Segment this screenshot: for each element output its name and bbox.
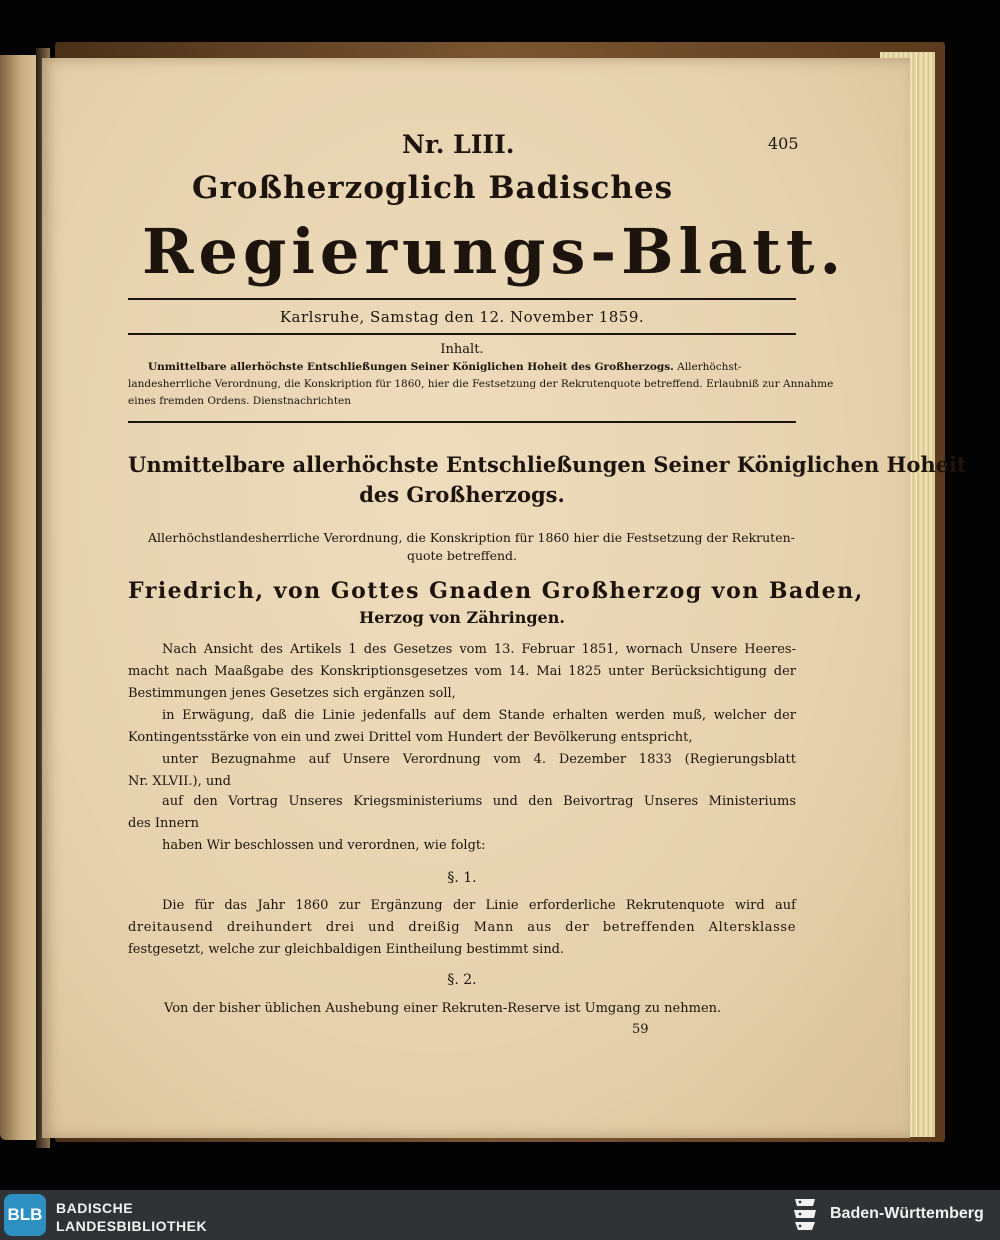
paragraph-2-mark: §. 2. bbox=[447, 972, 477, 988]
paragraph-1-mark: §. 1. bbox=[447, 870, 477, 886]
section-heading-line-2: des Großherzogs. bbox=[359, 482, 565, 507]
ruler-line-1: Friedrich, von Gottes Gnaden Großherzog von Baden, bbox=[128, 578, 864, 604]
page-number: 405 bbox=[768, 134, 799, 153]
body-line-5: Kontingentsstärke von ein und zwei Drittel vom Hundert der Bevölkerung entspricht, bbox=[128, 730, 693, 745]
contents-line-1-rest: Allerhöchst- bbox=[677, 361, 742, 373]
contents-line-3: eines fremden Ordens. Dienstnachrichten bbox=[128, 395, 352, 407]
paragraph-1-line-2: dreitausend dreihundert drei und dreißig Mann aus der betreffenden Altersklasse bbox=[128, 920, 796, 935]
title-line-2: Regierungs-Blatt. bbox=[142, 215, 847, 288]
body-line-8: auf den Vortrag Unseres Kriegsministeriums und den Beivortrag Unseres Ministeriums bbox=[162, 794, 796, 809]
section-subtitle-line-1: Allerhöchstlandesherrliche Verordnung, die Konskription für 1860 hier die Festsetzung der Rekruten- bbox=[148, 530, 795, 545]
paragraph-2-line-1: Von der bisher üblichen Aushebung einer Rekruten-Reserve ist Umgang zu nehmen. bbox=[164, 1001, 722, 1016]
ruler-line-2: Herzog von Zähringen. bbox=[359, 608, 565, 627]
lions-emblem-icon[interactable] bbox=[792, 1196, 818, 1234]
section-subtitle-line-2: quote betreffend. bbox=[406, 548, 518, 563]
contents-line-2: landesherrliche Verordnung, die Konskription für 1860, hier die Festsetzung der Rekrutenquote betreffend. Erlaubniß zur Annahme bbox=[128, 378, 834, 390]
state-name[interactable]: Baden-Württemberg bbox=[830, 1205, 984, 1222]
library-name-line-2: LANDESBIBLIOTHEK bbox=[56, 1218, 208, 1234]
contents-line-1-bold: Unmittelbare allerhöchste Entschließungen Seiner Königlichen Hoheit des Großherzogs. bbox=[148, 361, 674, 373]
dateline: Karlsruhe, Samstag den 12. November 1859. bbox=[279, 308, 645, 326]
body-line-1: Nach Ansicht des Artikels 1 des Gesetzes vom 13. Februar 1851, wornach Unsere Heeres- bbox=[162, 642, 796, 657]
header-rule-top bbox=[128, 298, 796, 300]
contents-rule bbox=[128, 421, 796, 423]
title-line-1: Großherzoglich Badisches bbox=[192, 170, 674, 206]
body-line-7: Nr. XLVII.), und bbox=[128, 774, 231, 789]
issue-number: Nr. LIII. bbox=[402, 130, 515, 159]
document-page bbox=[42, 58, 967, 1138]
library-name[interactable] bbox=[56, 1199, 207, 1235]
header-rule-bottom bbox=[128, 333, 796, 335]
contents-heading: Inhalt. bbox=[440, 342, 484, 357]
paragraph-1-line-1: Die für das Jahr 1860 zur Ergänzung der Linie erforderliche Rekrutenquote wird auf bbox=[162, 898, 796, 913]
body-line-2: macht nach Maaßgabe des Konskriptionsgesetzes vom 14. Mai 1825 unter Berücksichtigung der bbox=[128, 664, 796, 679]
blb-logo[interactable]: BLB bbox=[4, 1194, 46, 1236]
body-line-4: in Erwägung, daß die Linie jedenfalls auf dem Stande erhalten werden muß, welcher der bbox=[162, 708, 796, 723]
library-name-line-1: BADISCHE bbox=[56, 1200, 134, 1216]
body-line-3: Bestimmungen jenes Gesetzes sich ergänzen soll, bbox=[128, 686, 456, 701]
contents-line-1 bbox=[148, 361, 796, 373]
body-line-10: haben Wir beschlossen und verordnen, wie folgt: bbox=[162, 838, 486, 853]
left-page-edge bbox=[0, 55, 38, 1140]
body-line-6: unter Bezugnahme auf Unsere Verordnung vom 4. Dezember 1833 (Regierungsblatt bbox=[162, 752, 796, 767]
section-heading-line-1: Unmittelbare allerhöchste Entschließungen Seiner Königlichen Hoheit bbox=[128, 452, 967, 477]
paragraph-1-line-3: festgesetzt, welche zur gleichbaldigen Eintheilung bestimmt sind. bbox=[128, 942, 565, 957]
body-line-9: des Innern bbox=[128, 816, 199, 831]
signature-mark: 59 bbox=[632, 1022, 649, 1037]
